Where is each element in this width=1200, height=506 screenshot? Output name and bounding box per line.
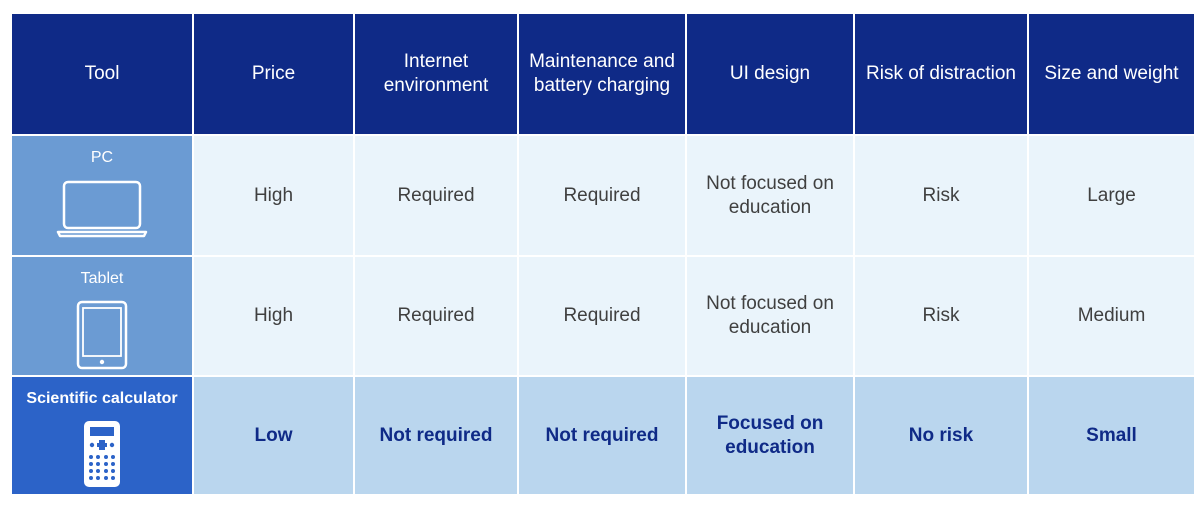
pc-internet: Required	[355, 136, 517, 255]
calculator-size-weight: Small	[1029, 377, 1194, 494]
header-price-label: Price	[251, 63, 296, 84]
calculator-ui-design-line1: Focused on	[716, 412, 824, 434]
header-maintenance	[519, 14, 685, 134]
pc-size-weight: Large	[1029, 136, 1194, 255]
header-internet-line2: environment	[383, 75, 489, 96]
calculator-internet: Not required	[355, 377, 517, 494]
header-size-weight	[1029, 14, 1194, 134]
header-internet	[355, 14, 517, 134]
calculator-maintenance: Not required	[519, 377, 685, 494]
tablet-ui-design-text	[706, 292, 834, 340]
row-header-pc	[12, 136, 192, 255]
row-label-pc: PC	[90, 149, 114, 166]
pc-maintenance: Required	[519, 136, 685, 255]
tablet-distraction: Risk	[855, 257, 1027, 375]
header-maintenance-label	[529, 50, 675, 98]
tablet-internet: Required	[355, 257, 517, 375]
pc-price: High	[194, 136, 353, 255]
header-ui-design-label: UI design	[729, 63, 811, 84]
calculator-distraction: No risk	[855, 377, 1027, 494]
row-label-calculator: Scientific calculator	[26, 390, 178, 407]
pc-ui-design-line1: Not focused on	[706, 172, 834, 194]
calculator-price: Low	[194, 377, 353, 494]
tablet-icon	[74, 299, 130, 371]
row-header-tablet	[12, 257, 192, 375]
tablet-size-weight: Medium	[1029, 257, 1194, 375]
tablet-price: High	[194, 257, 353, 375]
pc-ui-design-line2: education	[728, 196, 812, 218]
header-size-weight-label: Size and weight	[1044, 63, 1179, 84]
tablet-ui-design-line1: Not focused on	[706, 293, 834, 314]
tablet-ui-design-line2: education	[728, 317, 812, 338]
pc-distraction: Risk	[855, 136, 1027, 255]
tablet-ui-design	[687, 257, 853, 375]
calculator-ui-design	[687, 377, 853, 494]
header-price	[194, 14, 353, 134]
row-label-tablet: Tablet	[80, 270, 124, 287]
header-ui-design	[687, 14, 853, 134]
header-maintenance-line1: Maintenance and	[529, 51, 675, 72]
header-distraction	[855, 14, 1027, 134]
header-tool-label: Tool	[84, 63, 120, 84]
comparison-table	[12, 14, 1194, 494]
calculator-ui-design-text	[717, 412, 824, 460]
header-maintenance-line2: battery charging	[533, 75, 671, 96]
header-tool	[12, 14, 192, 134]
header-internet-line1: Internet	[403, 51, 469, 72]
calculator-ui-design-line2: education	[725, 436, 815, 458]
calculator-icon	[82, 419, 122, 489]
header-distraction-label: Risk of distraction	[866, 63, 1016, 84]
header-internet-label	[384, 50, 489, 98]
row-header-calculator	[12, 377, 192, 494]
pc-ui-design	[687, 136, 853, 255]
laptop-icon	[56, 178, 148, 242]
tablet-maintenance: Required	[519, 257, 685, 375]
pc-ui-design-text	[706, 172, 834, 220]
